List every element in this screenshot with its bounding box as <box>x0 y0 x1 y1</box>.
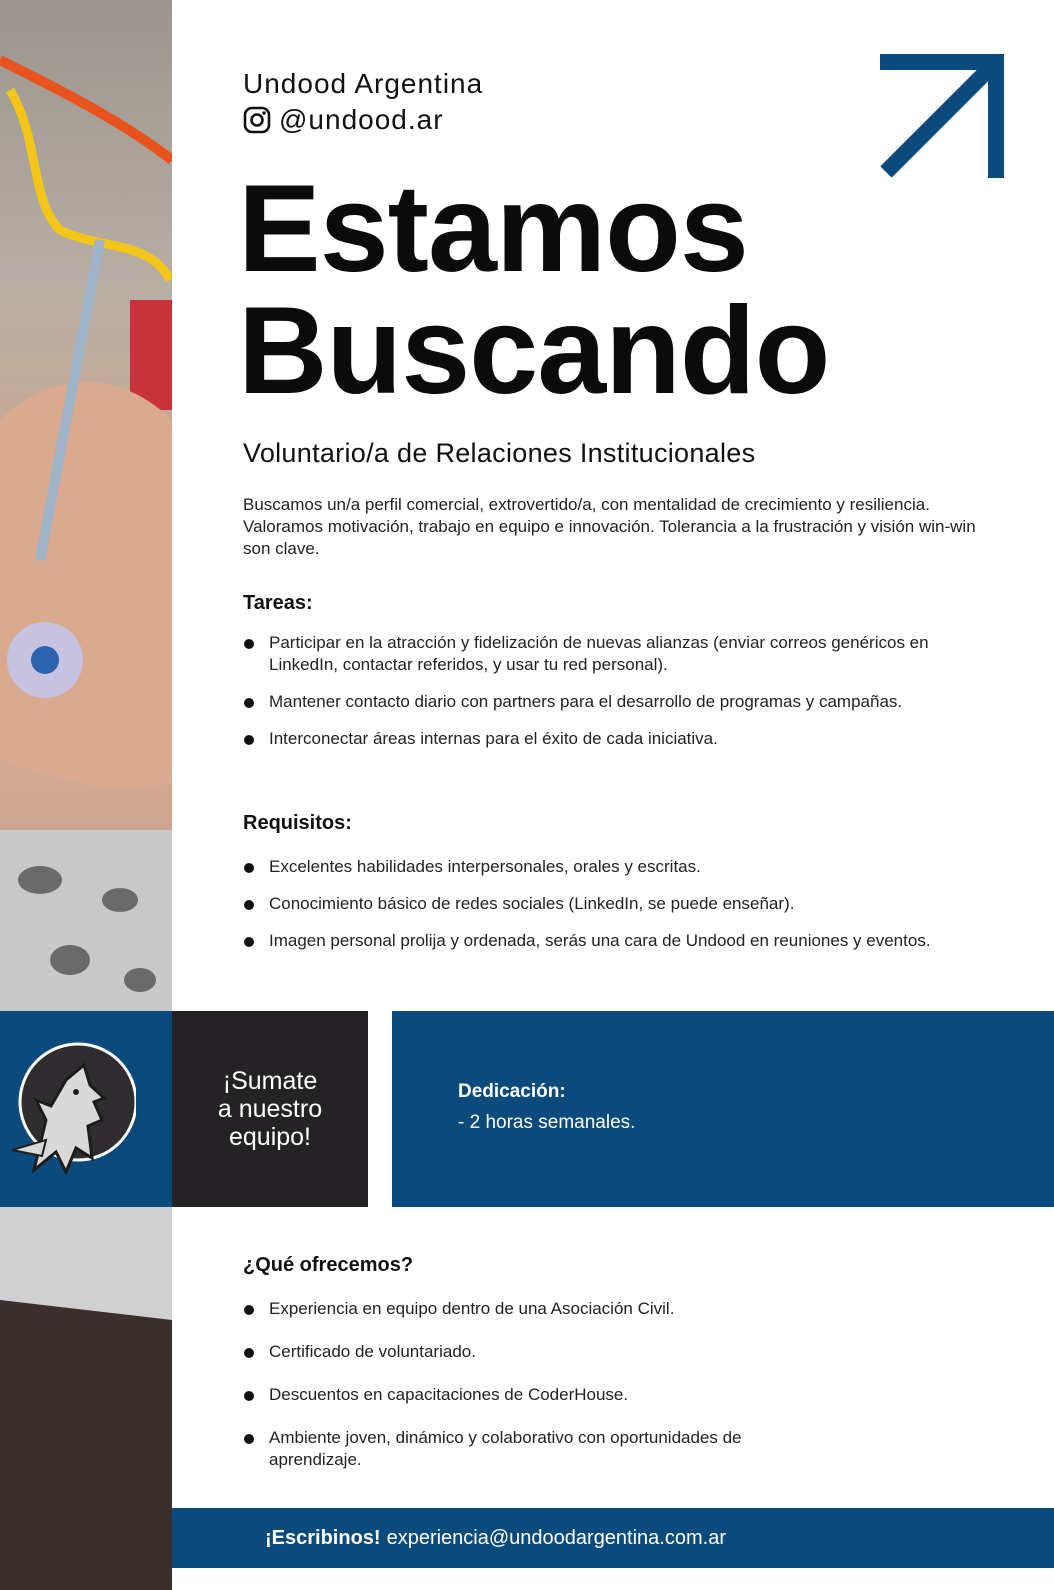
list-item: Conocimiento básico de redes sociales (LinkedIn, se puede enseñar). <box>243 893 978 915</box>
dedication-panel <box>392 1011 1054 1207</box>
list-item: Experiencia en equipo dentro de una Asociación Civil. <box>243 1298 803 1320</box>
dedication-value: - 2 horas semanales. <box>458 1112 636 1133</box>
contact-footer <box>172 1508 1054 1568</box>
list-item: Ambiente joven, dinámico y colaborativo con oportunidades de aprendizaje. <box>243 1427 803 1471</box>
tareas-heading: Tareas: <box>243 592 313 614</box>
page-title <box>238 160 830 420</box>
requisitos-heading: Requisitos: <box>243 812 352 834</box>
requisitos-list <box>243 856 978 967</box>
join-team-line-1: ¡Sumate <box>222 1067 318 1095</box>
join-team-panel <box>172 1011 368 1207</box>
list-item: Excelentes habilidades interpersonales, orales y escritas. <box>243 856 978 878</box>
headline-line-2: Buscando <box>238 282 830 420</box>
instagram-icon <box>243 106 271 134</box>
instagram-handle-text: @undood.ar <box>279 104 444 135</box>
ofrecemos-list <box>243 1298 803 1486</box>
list-item: Imagen personal prolija y ordenada, serás una cara de Undood en reuniones y eventos. <box>243 930 978 952</box>
list-item: Descuentos en capacitaciones de CoderHouse. <box>243 1384 803 1406</box>
join-team-line-3: equipo! <box>228 1123 312 1151</box>
contact-email-link[interactable]: experiencia@undoodargentina.com.ar <box>386 1526 726 1549</box>
join-team-line-2: a nuestro <box>217 1095 323 1123</box>
side-photo <box>0 0 172 1590</box>
arrow-up-right-icon <box>880 54 1004 178</box>
list-item: Interconectar áreas internas para el éxito de cada iniciativa. <box>243 728 955 750</box>
tareas-list <box>243 632 955 765</box>
ofrecemos-heading: ¿Qué ofrecemos? <box>243 1254 414 1276</box>
brand-name: Undood Argentina <box>243 68 484 99</box>
list-item: Participar en la atracción y fidelización de nuevas alianzas (enviar correos genéricos en LinkedIn, contactar referidos, y usar tu red personal). <box>243 632 955 676</box>
contact-cta: ¡Escribinos! <box>265 1526 381 1549</box>
list-item: Mantener contacto diario con partners para el desarrollo de programas y campañas. <box>243 691 955 713</box>
wolf-logo-icon <box>6 1040 136 1180</box>
intro-paragraph: Buscamos un/a perfil comercial, extrovertido/a, con mentalidad de crecimiento y resiliencia. Valoramos motivación, trabajo en equipo e innovación. Tolerancia a la frustración y visión win-win son clave. <box>243 495 976 558</box>
headline-line-1: Estamos <box>238 160 748 298</box>
join-team-text <box>218 1067 322 1151</box>
instagram-handle[interactable] <box>243 102 444 138</box>
dedication-label: Dedicación: <box>458 1081 566 1102</box>
position-title: Voluntario/a de Relaciones Institucionales <box>243 438 756 468</box>
list-item: Certificado de voluntariado. <box>243 1341 803 1363</box>
